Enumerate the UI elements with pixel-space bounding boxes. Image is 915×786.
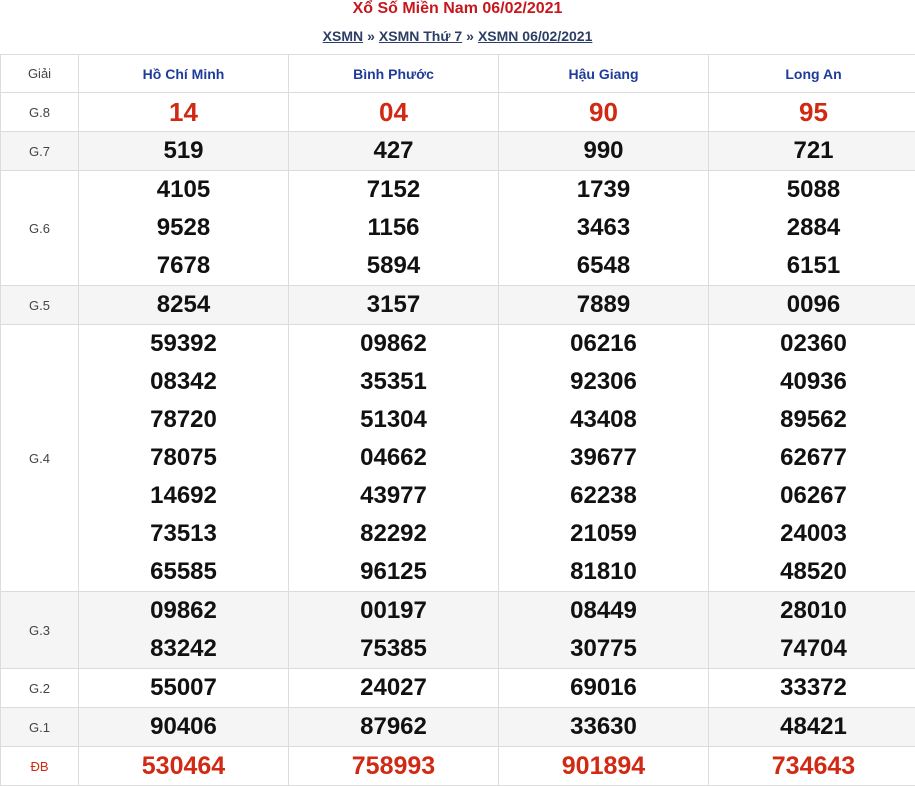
- prize-label: G.7: [1, 132, 79, 171]
- result-cell: [289, 708, 499, 747]
- result-number: 33630: [499, 708, 708, 746]
- result-number: 06267: [709, 477, 915, 515]
- prize-label: G.6: [1, 171, 79, 286]
- result-number: 96125: [289, 553, 498, 591]
- result-cell: [289, 171, 499, 286]
- result-number: 02360: [709, 325, 915, 363]
- result-number: 3157: [289, 286, 498, 324]
- result-number: 69016: [499, 669, 708, 707]
- result-number: 81810: [499, 553, 708, 591]
- result-cell: [499, 132, 709, 171]
- result-number: 95: [709, 93, 915, 131]
- result-cell: [289, 747, 499, 786]
- prize-row: [1, 93, 915, 132]
- result-number: 7152: [289, 171, 498, 209]
- result-number: 21059: [499, 515, 708, 553]
- result-cell: [79, 669, 289, 708]
- result-number: 734643: [709, 747, 915, 785]
- result-cell: [709, 325, 915, 592]
- result-number: 519: [79, 132, 288, 170]
- result-number: 0096: [709, 286, 915, 324]
- result-cell: [289, 669, 499, 708]
- result-cell: [499, 669, 709, 708]
- result-cell: [499, 93, 709, 132]
- result-number: 65585: [79, 553, 288, 591]
- result-cell: [289, 592, 499, 669]
- result-number: 14692: [79, 477, 288, 515]
- result-cell: [79, 747, 289, 786]
- result-number: 43977: [289, 477, 498, 515]
- result-number: 9528: [79, 209, 288, 247]
- result-cell: [709, 669, 915, 708]
- result-number: 8254: [79, 286, 288, 324]
- prize-label: ĐB: [1, 747, 79, 786]
- result-number: 901894: [499, 747, 708, 785]
- result-cell: [289, 93, 499, 132]
- result-number: 04: [289, 93, 498, 131]
- result-cell: [709, 286, 915, 325]
- result-cell: [709, 708, 915, 747]
- result-number: 00197: [289, 592, 498, 630]
- prize-row: [1, 286, 915, 325]
- result-number: 6151: [709, 247, 915, 285]
- breadcrumb: [0, 20, 915, 54]
- result-number: 35351: [289, 363, 498, 401]
- prize-label: G.4: [1, 325, 79, 592]
- prize-label: G.8: [1, 93, 79, 132]
- results-table: [0, 54, 915, 786]
- result-number: 48520: [709, 553, 915, 591]
- result-number: 55007: [79, 669, 288, 707]
- result-number: 721: [709, 132, 915, 170]
- result-number: 78720: [79, 401, 288, 439]
- result-number: 51304: [289, 401, 498, 439]
- result-cell: [79, 171, 289, 286]
- result-number: 24027: [289, 669, 498, 707]
- result-number: 14: [79, 93, 288, 131]
- result-number: 3463: [499, 209, 708, 247]
- result-cell: [79, 286, 289, 325]
- result-cell: [499, 171, 709, 286]
- prize-row: [1, 325, 915, 592]
- result-number: 43408: [499, 401, 708, 439]
- result-number: 73513: [79, 515, 288, 553]
- result-cell: [709, 132, 915, 171]
- result-number: 92306: [499, 363, 708, 401]
- result-cell: [289, 286, 499, 325]
- prize-label: G.1: [1, 708, 79, 747]
- result-number: 89562: [709, 401, 915, 439]
- result-number: 758993: [289, 747, 498, 785]
- result-cell: [79, 592, 289, 669]
- result-cell: [709, 171, 915, 286]
- result-number: 06216: [499, 325, 708, 363]
- result-number: 04662: [289, 439, 498, 477]
- page-title: Xổ Số Miền Nam 06/02/2021: [0, 0, 915, 20]
- result-number: 5088: [709, 171, 915, 209]
- province-header[interactable]: Long An: [709, 55, 915, 93]
- prize-label: G.3: [1, 592, 79, 669]
- breadcrumb-separator: »: [462, 28, 478, 44]
- result-cell: [499, 747, 709, 786]
- result-number: 33372: [709, 669, 915, 707]
- result-number: 90: [499, 93, 708, 131]
- result-number: 427: [289, 132, 498, 170]
- result-number: 59392: [79, 325, 288, 363]
- result-number: 90406: [79, 708, 288, 746]
- result-cell: [79, 325, 289, 592]
- result-number: 1739: [499, 171, 708, 209]
- result-number: 30775: [499, 630, 708, 668]
- prize-row: [1, 708, 915, 747]
- result-number: 990: [499, 132, 708, 170]
- breadcrumb-separator: »: [363, 28, 379, 44]
- result-number: 74704: [709, 630, 915, 668]
- result-cell: [79, 132, 289, 171]
- province-header[interactable]: Hồ Chí Minh: [79, 55, 289, 93]
- prize-label: G.2: [1, 669, 79, 708]
- result-number: 08449: [499, 592, 708, 630]
- result-cell: [289, 132, 499, 171]
- result-number: 78075: [79, 439, 288, 477]
- result-number: 24003: [709, 515, 915, 553]
- result-cell: [499, 286, 709, 325]
- result-cell: [79, 93, 289, 132]
- result-cell: [79, 708, 289, 747]
- province-header[interactable]: Hậu Giang: [499, 55, 709, 93]
- result-cell: [499, 592, 709, 669]
- result-cell: [499, 325, 709, 592]
- result-number: 09862: [289, 325, 498, 363]
- prize-label: G.5: [1, 286, 79, 325]
- result-cell: [709, 747, 915, 786]
- result-number: 08342: [79, 363, 288, 401]
- result-number: 28010: [709, 592, 915, 630]
- breadcrumb-link-xsmn-date[interactable]: XSMN 06/02/2021: [478, 28, 592, 44]
- result-number: 48421: [709, 708, 915, 746]
- header-row: [1, 55, 915, 93]
- prize-row: [1, 592, 915, 669]
- prize-row: [1, 171, 915, 286]
- result-number: 6548: [499, 247, 708, 285]
- result-number: 62677: [709, 439, 915, 477]
- prize-row: [1, 747, 915, 786]
- result-cell: [709, 93, 915, 132]
- result-number: 82292: [289, 515, 498, 553]
- prize-row: [1, 132, 915, 171]
- result-number: 7889: [499, 286, 708, 324]
- result-number: 75385: [289, 630, 498, 668]
- result-number: 87962: [289, 708, 498, 746]
- result-number: 530464: [79, 747, 288, 785]
- result-number: 4105: [79, 171, 288, 209]
- result-number: 40936: [709, 363, 915, 401]
- result-number: 5894: [289, 247, 498, 285]
- prize-row: [1, 669, 915, 708]
- result-number: 1156: [289, 209, 498, 247]
- province-header[interactable]: Bình Phước: [289, 55, 499, 93]
- result-cell: [709, 592, 915, 669]
- breadcrumb-link-xsmn[interactable]: XSMN: [323, 28, 363, 44]
- result-number: 09862: [79, 592, 288, 630]
- result-number: 39677: [499, 439, 708, 477]
- result-number: 83242: [79, 630, 288, 668]
- result-number: 7678: [79, 247, 288, 285]
- result-number: 62238: [499, 477, 708, 515]
- result-number: 2884: [709, 209, 915, 247]
- giai-header: Giải: [1, 55, 79, 93]
- result-cell: [289, 325, 499, 592]
- breadcrumb-link-xsmn-thu-7[interactable]: XSMN Thứ 7: [379, 28, 462, 44]
- result-cell: [499, 708, 709, 747]
